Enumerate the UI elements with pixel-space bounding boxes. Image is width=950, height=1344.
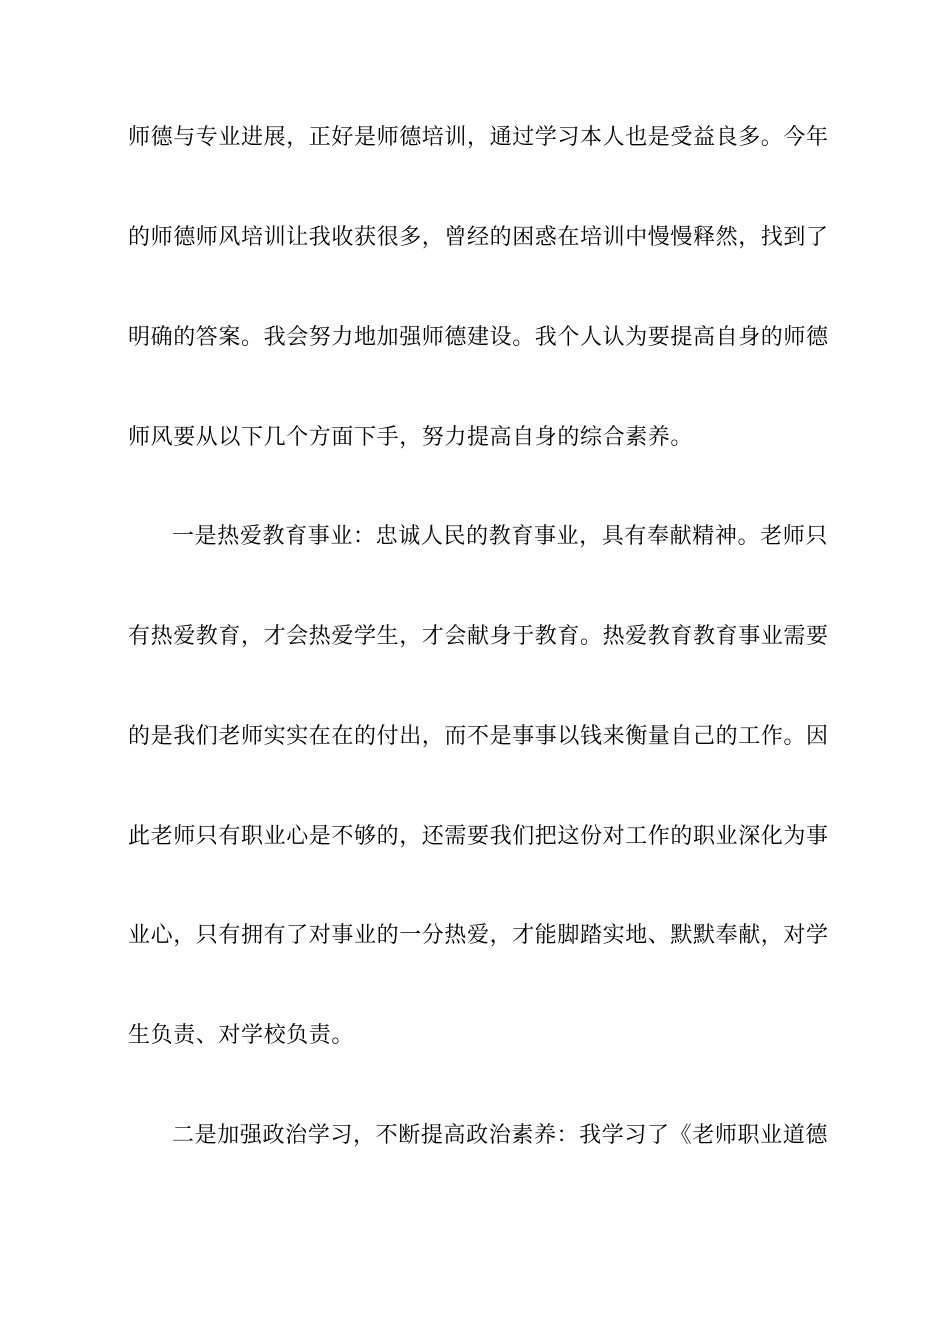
- text-line-8: 此老师只有职业心是不够的，还需要我们把这份对工作的职业深化为事: [128, 824, 829, 849]
- text-line-10: 生负责、对学校负责。: [128, 1023, 355, 1048]
- text-line-1: 师德与专业进展，正好是师德培训，通过学习本人也是受益良多。今年: [128, 125, 829, 150]
- text-line-2: 的师德师风培训让我收获很多，曾经的困惑在培训中慢慢释然，找到了: [128, 225, 829, 250]
- text-line-6: 有热爱教育，才会热爱学生，才会献身于教育。热爱教育教育事业需要: [128, 624, 829, 649]
- paragraph-2-first-line: 二是加强政治学习，不断提高政治素养：我学习了《老师职业道德: [172, 1123, 828, 1148]
- text-line-3: 明确的答案。我会努力地加强师德建设。我个人认为要提高自身的师德: [128, 325, 829, 350]
- text-line-9: 业心，只有拥有了对事业的一分热爱，才能脚踏实地、默默奉献，对学: [128, 923, 829, 948]
- paragraph-1-first-line: 一是热爱教育事业：忠诚人民的教育事业，具有奉献精神。老师只: [172, 524, 828, 549]
- text-line-4: 师风要从以下几个方面下手，努力提高自身的综合素养。: [128, 425, 694, 450]
- text-line-7: 的是我们老师实实在在的付出，而不是事事以钱来衡量自己的工作。因: [128, 724, 829, 749]
